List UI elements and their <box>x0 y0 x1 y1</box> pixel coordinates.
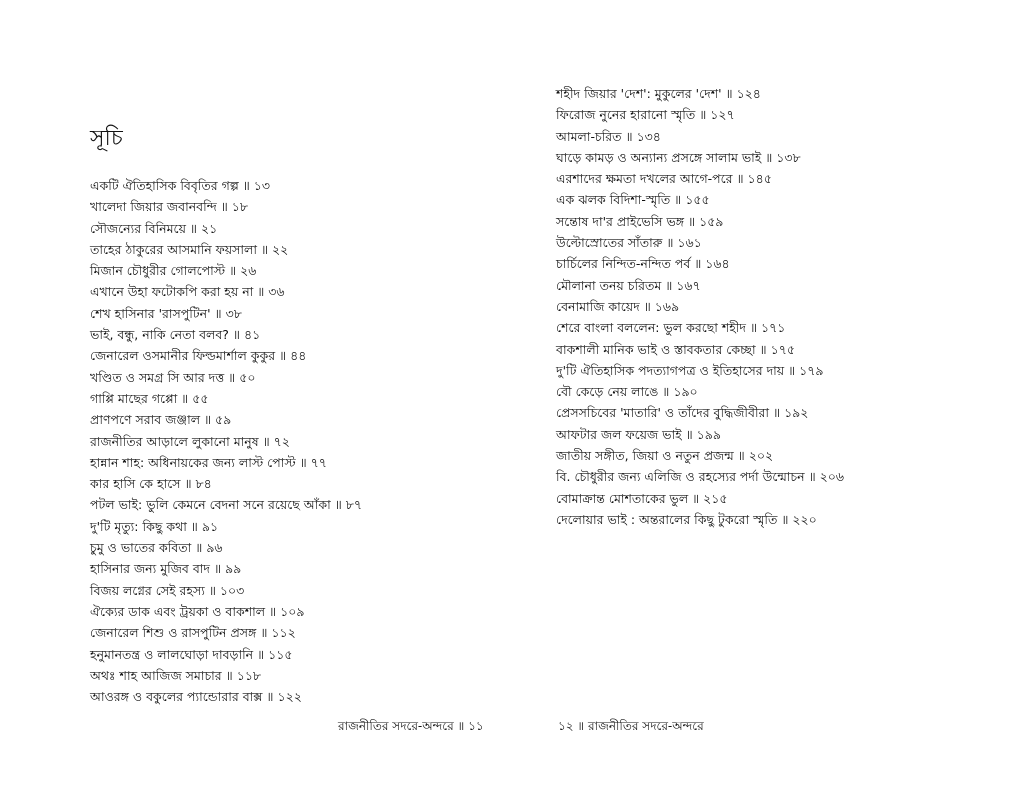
toc-entry: এখানে উহা ফটোকপি করা হয় না ॥ ৩৬ <box>90 284 285 300</box>
toc-entry: ফিরোজ নুনের হারানো স্মৃতি ॥ ১২৭ <box>556 107 735 123</box>
right-page <box>512 0 1024 791</box>
toc-entry: এক ঝলক বিদিশা-স্মৃতি ॥ ১৫৫ <box>556 192 710 208</box>
toc-entry: জেনারেল ওসমানীর ফিল্ডমার্শাল কুকুর ॥ ৪৪ <box>90 348 307 364</box>
toc-entry: আফটার জল ফয়েজ ভাই ॥ ১৯৯ <box>556 426 721 442</box>
toc-entry: রাজনীতির আড়ালে লুকানো মানুষ ॥ ৭২ <box>90 433 290 449</box>
toc-entry: বৌ কেড়ে নেয় লাঙে ॥ ১৯০ <box>556 384 698 400</box>
toc-entry: শেরে বাংলা বললেন: ভুল করছো শহীদ ॥ ১৭১ <box>556 320 786 336</box>
toc-entry: শহীদ জিয়ার 'দেশ': মুকুলের 'দেশ' ॥ ১২৪ <box>556 86 761 101</box>
toc-entry: সন্তোষ দা'র প্রাইভেসি ভঙ্গ ॥ ১৫৯ <box>556 213 724 229</box>
toc-entry: ভাই, বন্ধু, নাকি নেতা বলব? ॥ ৪১ <box>90 327 261 343</box>
toc-entry: প্রাণপণে সরাব জঞ্জাল ॥ ৫৯ <box>90 412 232 428</box>
toc-entry: ঘাড়ে কামড় ও অন্যান্য প্রসঙ্গে সালাম ভাই ॥ ১৩৮ <box>556 149 801 165</box>
toc-entry: আওরঙ্গ ও বকুলের প্যান্ডোরার বাক্স ॥ ১২২ <box>90 689 302 705</box>
toc-entry: মিজান চৌধুরীর গোলপোস্ট ॥ ২৬ <box>90 263 257 279</box>
toc-entry: বিজয় লগ্নের সেই রহস্য ॥ ১০৩ <box>90 582 245 598</box>
toc-entry: খালেদা জিয়ার জবানবন্দি ॥ ১৮ <box>90 199 248 215</box>
toc-entry: একটি ঐতিহাসিক বিবৃতির গল্প ॥ ১৩ <box>90 178 271 193</box>
toc-entry: বি. চৌধুরীর জন্য এলিজি ও রহস্যের পর্দা উন্মোচন ॥ ২০৬ <box>556 469 845 485</box>
toc-entry: দেলোয়ার ভাই : অন্তরালের কিছু টুকরো স্মৃতি ॥ ২২০ <box>556 511 817 527</box>
toc-entry: দু'টি ঐতিহাসিক পদত্যাগপত্র ও ইতিহাসের দায় ॥ ১৭৯ <box>556 362 824 378</box>
page-footer-right: ১২ ॥ রাজনীতির সদরে-অন্দরে <box>558 719 704 733</box>
toc-entry: চুমু ও ভাতের কবিতা ॥ ৯৬ <box>90 540 223 556</box>
page-footer-left: রাজনীতির সদরে-অন্দরে ॥ ১১ <box>338 719 484 733</box>
toc-list-left <box>90 175 362 707</box>
toc-entry: জেনারেল শিশু ও রাসপুটিন প্রসঙ্গ ॥ ১১২ <box>90 625 296 641</box>
toc-entry: উল্টোস্রোতের সাঁতারু ॥ ১৬১ <box>556 235 702 251</box>
toc-entry: হান্নান শাহ: অধিনায়কের জন্য লাস্ট পোস্ট ॥ ৭৭ <box>90 454 327 470</box>
toc-entry: আমলা-চরিত ॥ ১৩৪ <box>556 128 661 144</box>
toc-entry: এরশাদের ক্ষমতা দখলের আগে-পরে ॥ ১৪৫ <box>556 171 772 187</box>
toc-entry: হাসিনার জন্য মুজিব বাদ ॥ ৯৯ <box>90 561 242 577</box>
toc-entry: জাতীয় সঙ্গীত, জিয়া ও নতুন প্রজন্ম ॥ ২০২ <box>556 448 774 464</box>
toc-entry: ঐক্যের ডাক এবং ট্রয়কা ও বাকশাল ॥ ১০৯ <box>90 603 305 619</box>
toc-entry: খণ্ডিত ও সমগ্র সি আর দত্ত ॥ ৫০ <box>90 369 256 385</box>
toc-entry: হনুমানতন্ত্র ও লালঘোড়া দাবড়ানি ॥ ১১৫ <box>90 646 293 662</box>
toc-title: সূচি <box>90 126 123 151</box>
toc-entry: গাপ্পি মাছের গপ্পো ॥ ৫৫ <box>90 390 209 406</box>
toc-entry: বেনামাজি কায়েদ ॥ ১৬৯ <box>556 298 680 314</box>
toc-entry: দু'টি মৃত্যু: কিছু কথা ॥ ৯১ <box>90 518 219 534</box>
toc-entry: সৌজন্যের বিনিময়ে ॥ ২১ <box>90 220 218 236</box>
toc-list-right <box>556 83 844 530</box>
toc-entry: চার্চিলের নিন্দিত-নন্দিত পর্ব ॥ ১৬৪ <box>556 256 730 272</box>
toc-entry: মৌলানা তনয় চরিতম ॥ ১৬৭ <box>556 277 701 293</box>
toc-entry: তাহের ঠাকুরের আসমানি ফয়সালা ॥ ২২ <box>90 241 289 257</box>
toc-entry: পটল ভাই: ভুলি কেমনে বেদনা সনে রয়েছে আঁকা ॥ ৮৭ <box>90 497 363 513</box>
toc-entry: প্রেসসচিবের 'মাতারি' ও তাঁদের বুদ্ধিজীবীরা ॥ ১৯২ <box>556 405 809 421</box>
toc-entry: বাকশালী মানিক ভাই ও স্তাবকতার কেচ্ছা ॥ ১৭৫ <box>556 341 795 357</box>
toc-entry: কার হাসি কে হাসে ॥ ৮৪ <box>90 476 212 492</box>
toc-entry: শেখ হাসিনার 'রাসপুটিন' ॥ ৩৮ <box>90 305 242 321</box>
toc-entry: অথঃ শাহ আজিজ সমাচার ॥ ১১৮ <box>90 667 262 683</box>
toc-entry: বোমাক্রান্ত মোশতাকের ভুল ॥ ২১৫ <box>556 490 728 506</box>
